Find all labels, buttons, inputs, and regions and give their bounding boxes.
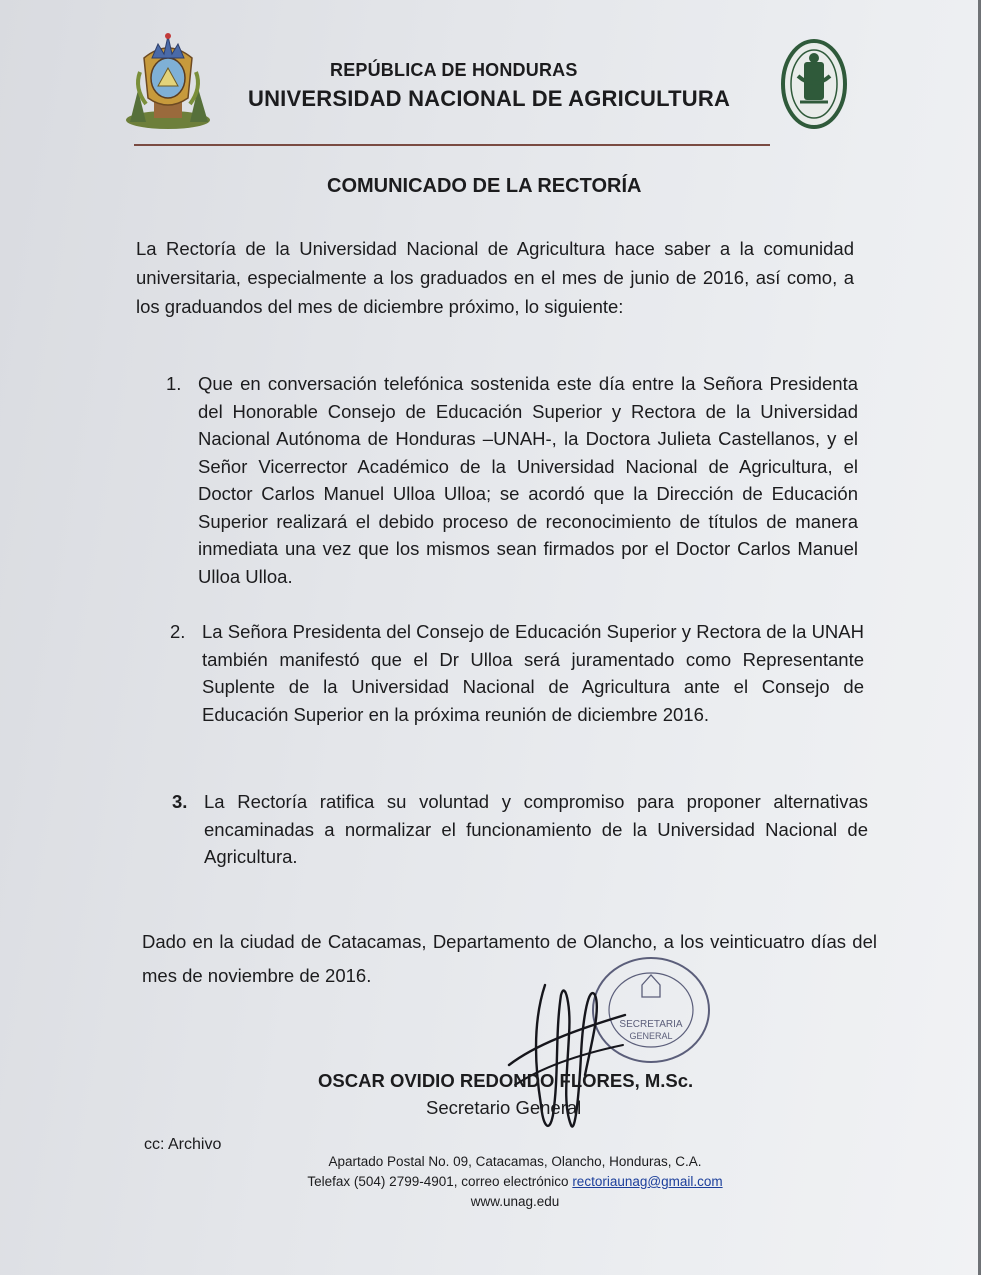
footer-contact xyxy=(270,1172,760,1192)
document-title: COMUNICADO DE LA RECTORÍA xyxy=(327,175,642,197)
footer-address: Apartado Postal No. 09, Catacamas, Olancho, Honduras, C.A. xyxy=(328,1154,702,1169)
list-item-number: 2. xyxy=(170,621,186,642)
cc-line: cc: Archivo xyxy=(144,1136,222,1153)
list-item-number: 1. xyxy=(166,373,182,394)
footer-contact-prefix: Telefax (504) 2799-4901, correo electrónico xyxy=(307,1174,569,1189)
signatory-title: Secretario General xyxy=(426,1097,582,1118)
honduras-coat-of-arms-icon xyxy=(124,28,212,130)
svg-text:GENERAL: GENERAL xyxy=(629,1031,673,1041)
unag-seal-icon xyxy=(780,38,848,130)
list-item-text: La Rectoría ratifica su voluntad y compromiso para proponer alternativas encaminadas a normalizar el funcionamiento de la Universidad Nacional de Agricultura. xyxy=(204,791,868,867)
svg-text:SECRETARIA: SECRETARIA xyxy=(619,1019,683,1030)
list-item xyxy=(172,788,868,871)
list-item-text: La Señora Presidenta del Consejo de Educación Superior y Rectora de la UNAH también manifestó que el Dr Ulloa será juramentado como Representante Suplente de la Universidad Nacional de Agricultura ante el Consejo de Educación Superior en la próxima reunión de diciembre 2016. xyxy=(202,621,864,725)
list-item xyxy=(166,370,858,590)
footer xyxy=(270,1152,760,1212)
header-divider xyxy=(134,144,770,146)
list-item-number: 3. xyxy=(172,791,188,812)
list-item-text: Que en conversación telefónica sostenida este día entre la Señora Presidenta del Honorable Consejo de Educación Superior y Rectora de la Universidad Nacional Autónoma de Honduras –UNAH-, la Doctora Julieta Castellanos, y el Señor Vicerrector Académico de la Universidad Nacional de Agricultura, el Doctor Carlos Manuel Ulloa Ulloa; se acordó que la Dirección de Educación Superior realizará el debido proceso de reconocimiento de títulos de manera inmediata una vez que los mismos sean firmados por el Doctor Carlos Manuel Ulloa Ulloa. xyxy=(198,373,858,587)
closing-paragraph: Dado en la ciudad de Catacamas, Departamento de Olancho, a los veinticuatro días del mes de noviembre de 2016. xyxy=(142,931,877,986)
list-item xyxy=(170,618,864,728)
footer-email-link[interactable]: rectoriaunag@gmail.com xyxy=(572,1174,723,1189)
header-country: REPÚBLICA DE HONDURAS xyxy=(330,60,578,80)
signatory-name: OSCAR OVIDIO REDONDO FLORES, M.Sc. xyxy=(318,1070,694,1091)
header-university: UNIVERSIDAD NACIONAL DE AGRICULTURA xyxy=(248,86,731,111)
footer-website[interactable]: www.unag.edu xyxy=(470,1194,560,1209)
intro-paragraph: La Rectoría de la Universidad Nacional de Agricultura hace saber a la comunidad universitaria, especialmente a los graduados en el mes de junio de 2016, así como, a los graduandos del mes de diciembre próximo, lo siguiente: xyxy=(136,238,854,317)
